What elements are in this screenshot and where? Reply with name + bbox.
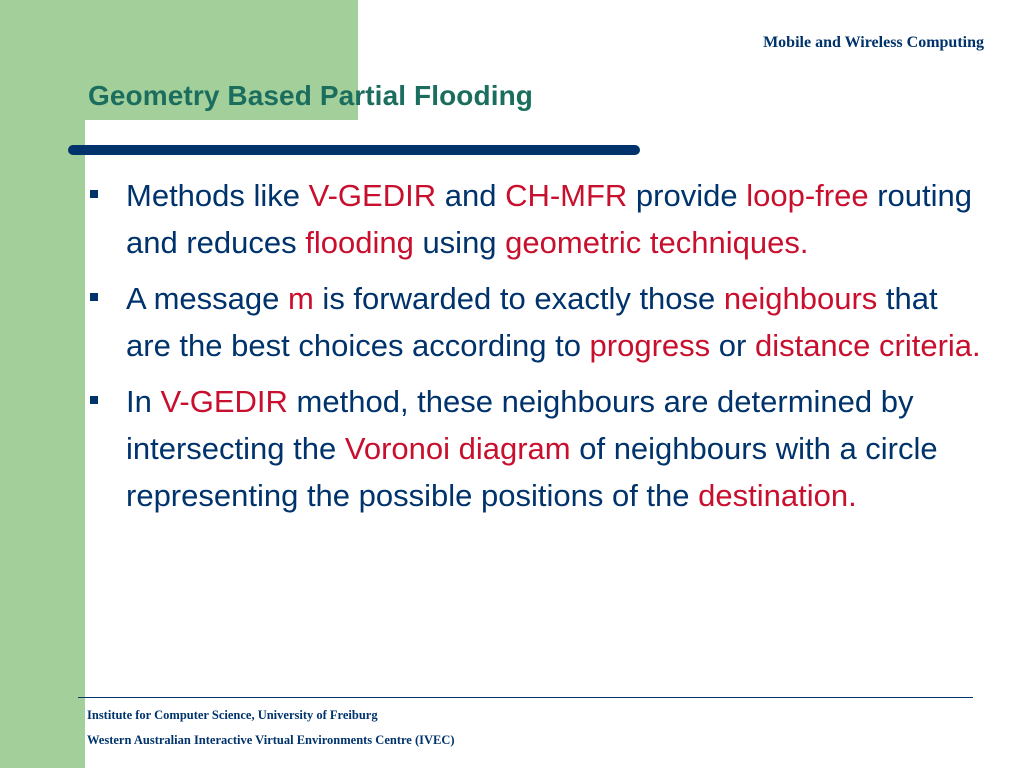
text-segment: using: [413, 225, 506, 260]
text-segment: routing and reduces: [126, 178, 972, 260]
highlight-term: geometric techniques.: [505, 225, 809, 260]
footer-ivec: Western Australian Interactive Virtual Environments Centre (IVEC): [87, 733, 455, 747]
text-segment: method, these neighbours are determined by intersecting the: [126, 384, 914, 466]
text-segment: and: [436, 178, 506, 213]
slide-title: Geometry Based Partial Flooding: [88, 80, 533, 111]
highlight-term: m: [287, 281, 314, 316]
bullet-item: [88, 172, 983, 266]
title-underline: [68, 145, 640, 155]
highlight-term: progress: [589, 328, 711, 363]
bullet-text: [126, 281, 981, 363]
bullet-item: [88, 378, 983, 519]
text-segment: of neighbours with a circle representing the possible positions of the: [126, 431, 938, 513]
highlight-term: V-GEDIR: [308, 178, 437, 213]
text-segment: provide: [627, 178, 747, 213]
text-segment: In: [126, 384, 161, 419]
highlight-term: distance criteria.: [754, 328, 981, 363]
highlight-term: Voronoi diagram: [344, 431, 571, 466]
highlight-term: loop-free: [746, 178, 869, 213]
square-bullet-icon: [90, 190, 98, 198]
highlight-term: neighbours: [723, 281, 878, 316]
text-segment: A message: [126, 281, 288, 316]
bullet-item: [88, 275, 983, 369]
bullet-list: [88, 172, 983, 528]
text-segment: or: [710, 328, 755, 363]
footer-divider: [78, 697, 973, 698]
course-label: Mobile and Wireless Computing: [763, 34, 984, 51]
text-segment: that are the best choices according to: [126, 281, 938, 363]
text-segment: is forwarded to exactly those: [313, 281, 724, 316]
bullet-text: [126, 178, 972, 260]
left-green-bar: [0, 0, 85, 768]
highlight-term: flooding: [305, 225, 414, 260]
highlight-term: V-GEDIR: [160, 384, 288, 419]
footer-institute: Institute for Computer Science, University of Freiburg: [87, 708, 378, 722]
square-bullet-icon: [90, 293, 98, 301]
highlight-term: CH-MFR: [505, 178, 628, 213]
highlight-term: destination.: [698, 478, 857, 513]
bullet-text: [126, 384, 938, 513]
square-bullet-icon: [90, 396, 98, 404]
text-segment: Methods like: [126, 178, 309, 213]
